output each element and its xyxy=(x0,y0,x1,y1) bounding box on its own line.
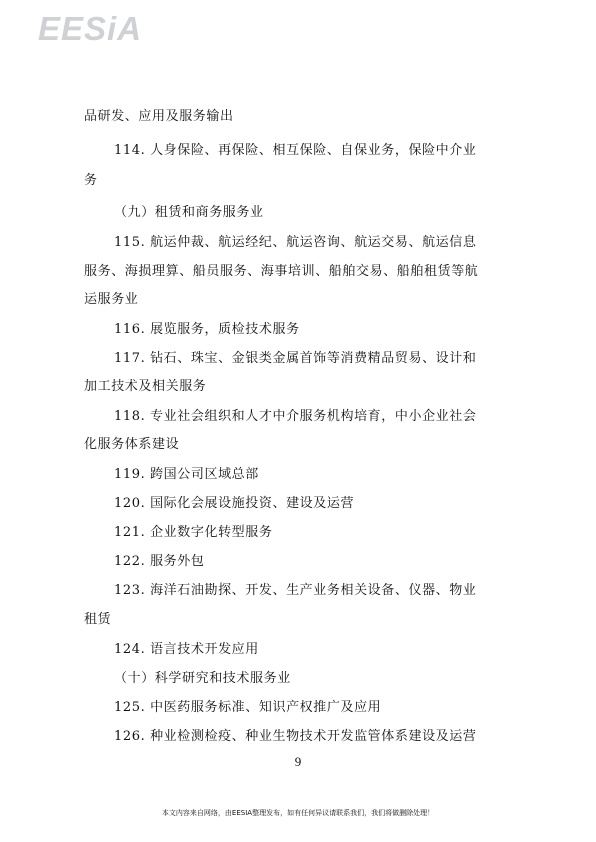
section-heading-9: （九）租赁和商务服务业 xyxy=(114,205,264,220)
text-line: 务 xyxy=(84,173,98,188)
item-121: 121. 企业数字化转型服务 xyxy=(114,525,273,540)
item-116: 116. 展览服务，质检技术服务 xyxy=(114,322,300,337)
item-120: 120. 国际化会展设施投资、建设及运营 xyxy=(114,496,355,511)
footer-disclaimer: 本文内容来自网络，由EESIA整理发布，如有任何异议请联系我们，我们将做删除处理！ xyxy=(161,809,435,817)
item-126: 126. 种业检测检疫、种业生物技术开发监管体系建设及运营 xyxy=(114,729,477,744)
text-line: 化服务体系建设 xyxy=(84,437,180,452)
item-124: 124. 语言技术开发应用 xyxy=(114,642,259,657)
section-heading-10: （十）科学研究和技术服务业 xyxy=(114,671,291,686)
text-line: 运服务业 xyxy=(84,292,139,307)
item-122: 122. 服务外包 xyxy=(114,554,205,569)
text-line: 加工技术及相关服务 xyxy=(84,379,207,394)
item-115: 115. 航运仲裁、航运经纪、航运咨询、航运交易、航运信息 xyxy=(114,235,477,250)
item-125: 125. 中医药服务标准、知识产权推广及应用 xyxy=(114,700,382,715)
eesia-logo: EESiA xyxy=(38,10,143,47)
text-line: 租赁 xyxy=(84,612,112,627)
item-118: 118. 专业社会组织和人才中介服务机构培育，中小企业社会 xyxy=(114,409,477,424)
item-119: 119. 跨国公司区域总部 xyxy=(114,467,259,482)
item-117: 117. 钻石、珠宝、金银类金属首饰等消费精品贸易、设计和 xyxy=(114,351,477,366)
item-114: 114. 人身保险、再保险、相互保险、自保业务，保险中介业 xyxy=(114,143,477,158)
text-line: 服务、海损理算、船员服务、海事培训、船舶交易、船舶租赁等航 xyxy=(84,264,479,279)
item-123: 123. 海洋石油勘探、开发、生产业务相关设备、仪器、物业 xyxy=(114,583,477,598)
text-line: 品研发、应用及服务输出 xyxy=(84,109,234,124)
page-number: 9 xyxy=(294,754,302,769)
